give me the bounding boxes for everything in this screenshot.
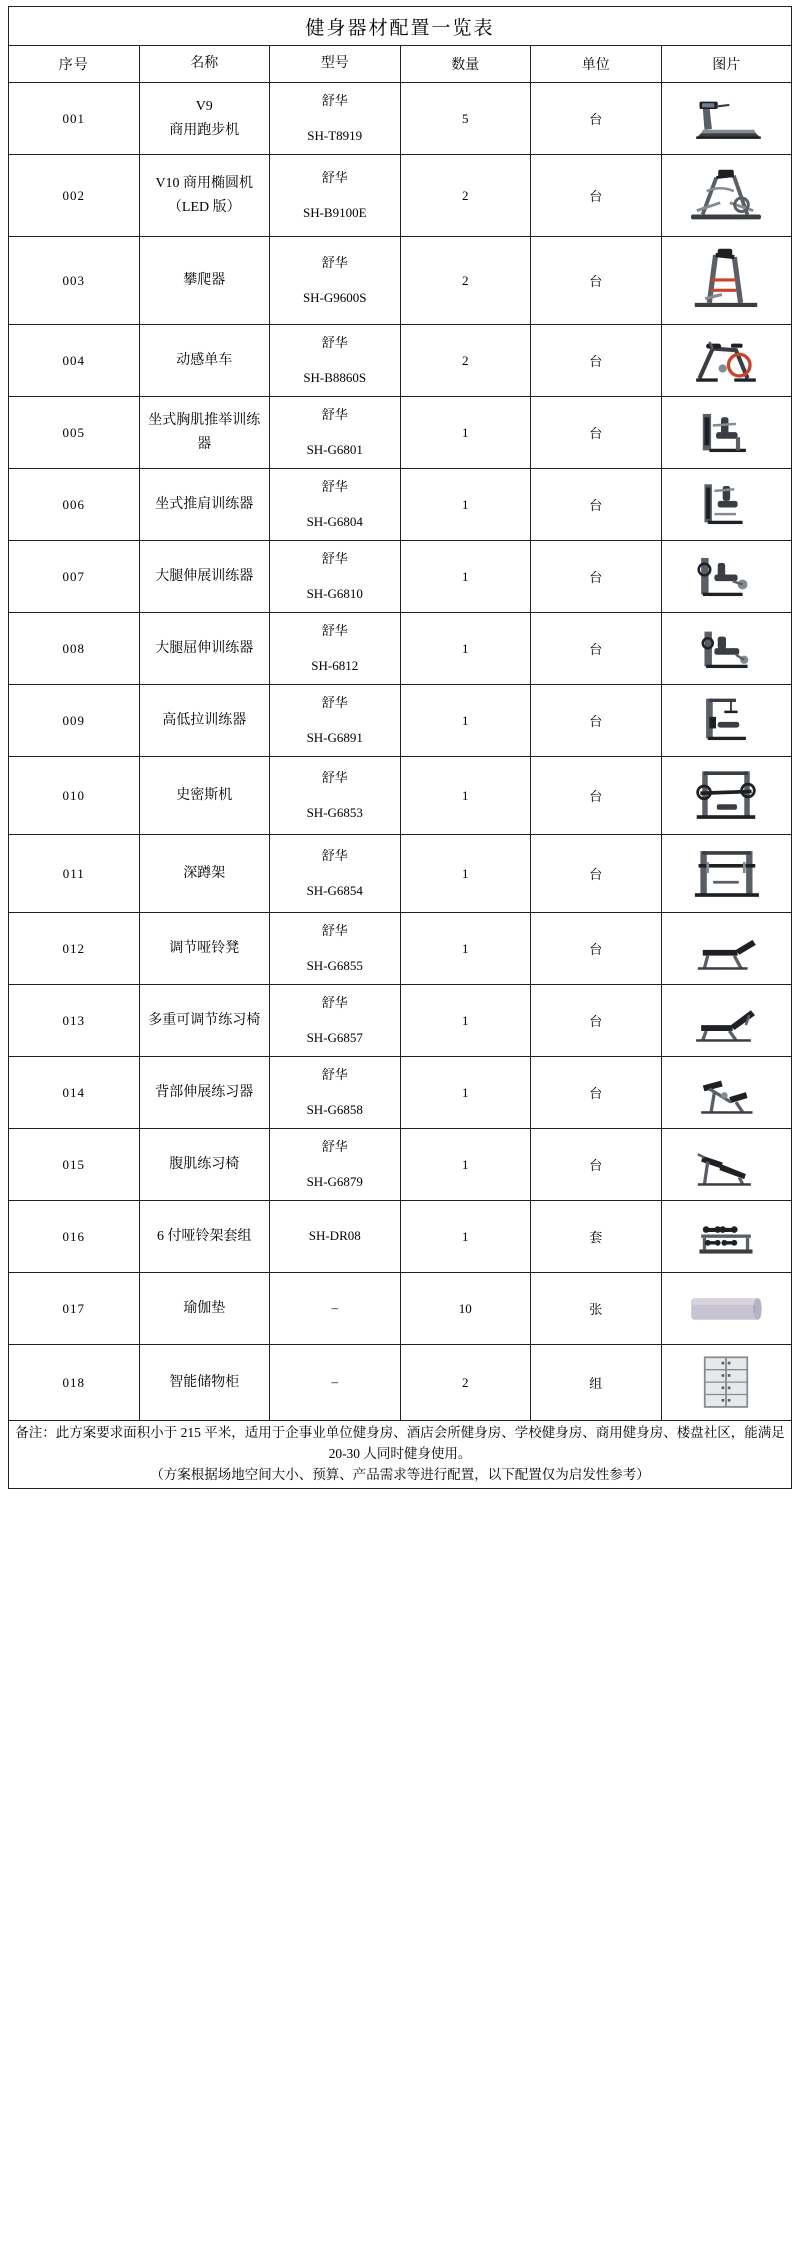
row-index: 016 <box>9 1201 140 1273</box>
row-image-cell <box>661 325 792 397</box>
row-brand: 舒华 <box>321 92 348 108</box>
row-index: 002 <box>9 155 140 237</box>
row-model <box>270 155 401 237</box>
note-line: （方案根据场地空间大小、预算、产品需求等进行配置，以下配置仅为启发性参考） <box>150 1466 650 1482</box>
row-brand: 舒华 <box>321 769 348 785</box>
row-image-cell <box>661 985 792 1057</box>
table-row <box>9 1129 792 1201</box>
row-equipment-name-line: 调节哑铃凳 <box>169 940 240 956</box>
row-quantity: 5 <box>400 83 531 155</box>
row-index: 010 <box>9 757 140 835</box>
row-equipment-name-line: 动感单车 <box>176 352 233 368</box>
row-equipment-name <box>139 685 270 757</box>
row-model-code: SH-G6858 <box>306 1101 363 1117</box>
table-row <box>9 1345 792 1421</box>
row-image-cell <box>661 1273 792 1345</box>
row-image-cell <box>661 541 792 613</box>
row-index: 015 <box>9 1129 140 1201</box>
row-index: 011 <box>9 835 140 913</box>
column-header-qty: 数量 <box>400 46 531 83</box>
table-body <box>9 7 792 1489</box>
row-brand: 舒华 <box>321 478 348 494</box>
row-image-cell <box>661 835 792 913</box>
note-line: 备注：此方案要求面积小于 215 平米，适用于企事业单位健身房、酒店会所健身房、学校健身房、商用健身房、楼盘社区，能满足 20-30 人同时健身使用。 <box>15 1425 785 1461</box>
row-model-code: SH-G6853 <box>306 804 363 820</box>
row-equipment-name-line: 深蹲架 <box>183 865 226 881</box>
row-equipment-name-line: 商用跑步机 <box>169 122 240 138</box>
row-quantity: 1 <box>400 1057 531 1129</box>
row-equipment-name <box>139 613 270 685</box>
row-brand: 舒华 <box>321 847 348 863</box>
row-image-cell <box>661 913 792 985</box>
row-equipment-name-line: 背部伸展练习器 <box>155 1084 254 1100</box>
row-equipment-name <box>139 469 270 541</box>
row-quantity: 1 <box>400 685 531 757</box>
row-unit: 台 <box>531 985 662 1057</box>
row-unit: 台 <box>531 757 662 835</box>
row-brand: 舒华 <box>321 169 348 185</box>
row-brand: 舒华 <box>321 550 348 566</box>
row-index: 017 <box>9 1273 140 1345</box>
table-row <box>9 685 792 757</box>
row-unit: 组 <box>531 1345 662 1421</box>
notes-cell <box>9 1421 792 1489</box>
row-quantity: 1 <box>400 985 531 1057</box>
table-row <box>9 1273 792 1345</box>
row-equipment-name <box>139 1201 270 1273</box>
row-equipment-name-line: 6 付哑铃架套组 <box>157 1228 252 1244</box>
row-equipment-name-line: 史密斯机 <box>176 787 233 803</box>
column-header-index: 序号 <box>9 46 140 83</box>
row-unit: 台 <box>531 237 662 325</box>
row-equipment-name-line: 腹肌练习椅 <box>169 1156 240 1172</box>
legcurl-icon <box>665 620 789 678</box>
row-model-code: – <box>331 1300 338 1316</box>
table-header-row <box>9 46 792 83</box>
row-quantity: 1 <box>400 757 531 835</box>
elliptical-icon <box>665 162 789 230</box>
row-equipment-name <box>139 397 270 469</box>
table-row <box>9 757 792 835</box>
row-unit: 台 <box>531 1129 662 1201</box>
row-unit: 套 <box>531 1201 662 1273</box>
row-equipment-name-line: （LED 版） <box>167 199 241 215</box>
row-model-code: SH-G6810 <box>306 585 363 601</box>
benchadj-icon <box>665 920 789 978</box>
row-model <box>270 1057 401 1129</box>
row-equipment-name-line: 坐式推肩训练器 <box>155 496 254 512</box>
chestpress-icon <box>665 404 789 462</box>
row-equipment-name-line: 瑜伽垫 <box>183 1300 226 1316</box>
row-unit: 台 <box>531 397 662 469</box>
table-row <box>9 237 792 325</box>
row-model <box>270 835 401 913</box>
row-equipment-name-line: 大腿伸展训练器 <box>155 568 254 584</box>
table-row <box>9 325 792 397</box>
table-row <box>9 835 792 913</box>
row-unit: 台 <box>531 155 662 237</box>
row-unit: 台 <box>531 613 662 685</box>
table-row <box>9 613 792 685</box>
page-title: 健身器材配置一览表 <box>9 7 792 46</box>
row-brand: 舒华 <box>321 922 348 938</box>
row-quantity: 2 <box>400 325 531 397</box>
row-model-code: SH-G6804 <box>306 513 363 529</box>
row-equipment-name <box>139 1345 270 1421</box>
row-model-code: SH-G9600S <box>302 289 367 305</box>
backext-icon <box>665 1064 789 1122</box>
row-quantity: 2 <box>400 155 531 237</box>
shoulderpress-icon <box>665 476 789 534</box>
row-unit: 台 <box>531 469 662 541</box>
row-index: 007 <box>9 541 140 613</box>
row-unit: 台 <box>531 835 662 913</box>
row-index: 013 <box>9 985 140 1057</box>
benchmulti-icon <box>665 992 789 1050</box>
dumbbellrack-icon <box>665 1208 789 1266</box>
row-index: 009 <box>9 685 140 757</box>
row-model-code: SH-6812 <box>311 657 359 673</box>
row-equipment-name-line: 攀爬器 <box>183 272 226 288</box>
row-index: 014 <box>9 1057 140 1129</box>
column-header-model: 型号 <box>270 46 401 83</box>
table-title-row <box>9 7 792 46</box>
row-index: 001 <box>9 83 140 155</box>
row-equipment-name-line: 多重可调节练习椅 <box>148 1012 261 1028</box>
smith-icon <box>665 764 789 828</box>
row-equipment-name <box>139 237 270 325</box>
row-equipment-name-line: 器 <box>197 436 212 452</box>
row-equipment-name-line: 大腿屈伸训练器 <box>155 640 254 656</box>
row-equipment-name-line: V9 <box>195 98 213 114</box>
row-model <box>270 757 401 835</box>
climber-icon <box>665 244 789 318</box>
row-model <box>270 613 401 685</box>
row-unit: 台 <box>531 685 662 757</box>
locker-icon <box>665 1352 789 1414</box>
row-equipment-name <box>139 1129 270 1201</box>
row-equipment-name <box>139 325 270 397</box>
row-unit: 台 <box>531 541 662 613</box>
row-image-cell <box>661 397 792 469</box>
table-row <box>9 397 792 469</box>
row-brand: 舒华 <box>321 1066 348 1082</box>
legext-icon <box>665 548 789 606</box>
notes-row <box>9 1421 792 1489</box>
row-model-code: – <box>331 1374 338 1390</box>
row-model <box>270 1345 401 1421</box>
row-brand: 舒华 <box>321 994 348 1010</box>
column-header-unit: 单位 <box>531 46 662 83</box>
row-model <box>270 541 401 613</box>
row-equipment-name <box>139 757 270 835</box>
row-model <box>270 237 401 325</box>
table-row <box>9 155 792 237</box>
row-index: 018 <box>9 1345 140 1421</box>
row-image-cell <box>661 83 792 155</box>
row-index: 005 <box>9 397 140 469</box>
row-unit: 张 <box>531 1273 662 1345</box>
table-row <box>9 985 792 1057</box>
treadmill-icon <box>665 90 789 148</box>
spinbike-icon <box>665 332 789 390</box>
row-brand: 舒华 <box>321 694 348 710</box>
row-quantity: 1 <box>400 397 531 469</box>
row-quantity: 1 <box>400 541 531 613</box>
abbench-icon <box>665 1136 789 1194</box>
squatrack-icon <box>665 842 789 906</box>
row-image-cell <box>661 1129 792 1201</box>
row-brand: 舒华 <box>321 254 348 270</box>
row-model-code: SH-G6854 <box>306 882 363 898</box>
row-model-code: SH-G6857 <box>306 1029 363 1045</box>
row-equipment-name-line: V10 商用椭圆机 <box>155 175 254 191</box>
row-brand: 舒华 <box>321 406 348 422</box>
row-equipment-name <box>139 835 270 913</box>
table-row <box>9 541 792 613</box>
row-equipment-name <box>139 985 270 1057</box>
column-header-image: 图片 <box>661 46 792 83</box>
row-equipment-name-line: 智能储物柜 <box>169 1374 240 1390</box>
row-index: 006 <box>9 469 140 541</box>
row-model-code: SH-G6891 <box>306 729 363 745</box>
row-brand: 舒华 <box>321 334 348 350</box>
table-row <box>9 1057 792 1129</box>
row-model <box>270 325 401 397</box>
row-image-cell <box>661 1057 792 1129</box>
row-equipment-name <box>139 155 270 237</box>
row-model <box>270 1129 401 1201</box>
row-equipment-name-line: 高低拉训练器 <box>162 712 247 728</box>
row-equipment-name <box>139 1057 270 1129</box>
row-unit: 台 <box>531 1057 662 1129</box>
yogamat-icon <box>665 1280 789 1338</box>
row-model-code: SH-G6801 <box>306 441 363 457</box>
row-model-code: SH-B9100E <box>302 204 367 220</box>
row-model <box>270 397 401 469</box>
row-image-cell <box>661 613 792 685</box>
row-brand: 舒华 <box>321 1138 348 1154</box>
row-image-cell <box>661 155 792 237</box>
row-model <box>270 469 401 541</box>
row-equipment-name <box>139 1273 270 1345</box>
row-quantity: 1 <box>400 613 531 685</box>
row-model <box>270 913 401 985</box>
row-brand: 舒华 <box>321 622 348 638</box>
row-equipment-name <box>139 83 270 155</box>
row-model-code: SH-DR08 <box>308 1228 361 1244</box>
row-model-code: SH-B8860S <box>303 369 367 385</box>
table-row <box>9 83 792 155</box>
row-quantity: 10 <box>400 1273 531 1345</box>
row-index: 012 <box>9 913 140 985</box>
row-unit: 台 <box>531 325 662 397</box>
row-model <box>270 1273 401 1345</box>
row-equipment-name-line: 坐式胸肌推举训练 <box>148 412 261 428</box>
column-header-name: 名称 <box>139 46 270 83</box>
row-quantity: 1 <box>400 1129 531 1201</box>
row-model <box>270 83 401 155</box>
row-quantity: 2 <box>400 237 531 325</box>
row-unit: 台 <box>531 83 662 155</box>
row-image-cell <box>661 469 792 541</box>
row-image-cell <box>661 685 792 757</box>
equipment-table <box>8 6 792 1489</box>
row-model-code: SH-G6855 <box>306 957 363 973</box>
row-model <box>270 1201 401 1273</box>
table-row <box>9 1201 792 1273</box>
latpull-icon <box>665 692 789 750</box>
row-index: 004 <box>9 325 140 397</box>
row-quantity: 1 <box>400 469 531 541</box>
row-image-cell <box>661 1345 792 1421</box>
row-model-code: SH-G6879 <box>306 1173 363 1189</box>
row-quantity: 2 <box>400 1345 531 1421</box>
row-equipment-name <box>139 541 270 613</box>
row-model-code: SH-T8919 <box>307 127 363 143</box>
row-equipment-name <box>139 913 270 985</box>
row-unit: 台 <box>531 913 662 985</box>
table-row <box>9 913 792 985</box>
row-quantity: 1 <box>400 835 531 913</box>
row-index: 008 <box>9 613 140 685</box>
row-image-cell <box>661 1201 792 1273</box>
row-image-cell <box>661 757 792 835</box>
table-row <box>9 469 792 541</box>
row-index: 003 <box>9 237 140 325</box>
row-model <box>270 985 401 1057</box>
row-model <box>270 685 401 757</box>
row-quantity: 1 <box>400 1201 531 1273</box>
row-image-cell <box>661 237 792 325</box>
row-quantity: 1 <box>400 913 531 985</box>
